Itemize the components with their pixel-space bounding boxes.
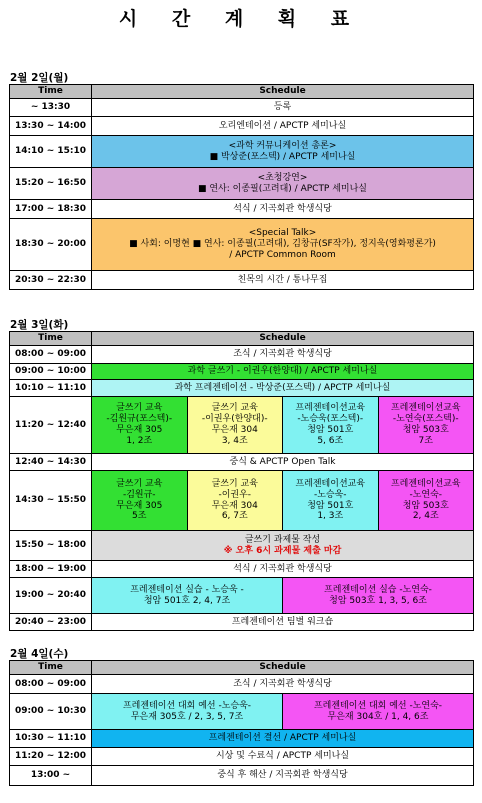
- session-groups: 5, 6조: [317, 435, 344, 446]
- table-row: [10, 578, 474, 614]
- time-cell: 11:20 ~ 12:00: [10, 748, 92, 766]
- time-cell: 09:00 ~ 10:30: [10, 694, 92, 730]
- table-header-row: [10, 661, 474, 675]
- session-detail: ■ 연사: 이종필(고려대) / APCTP 세미나실: [197, 183, 368, 194]
- session-groups: 1, 2조: [126, 435, 153, 446]
- time-cell: 10:30 ~ 11:10: [10, 730, 92, 748]
- time-cell: 14:30 ~ 15:50: [10, 471, 92, 531]
- schedule-cell: 과학 프레젠테이션 - 박상준(포스텍) / APCTP 세미나실: [92, 380, 474, 397]
- session-title: 글쓰기 교육: [211, 478, 258, 489]
- schedule-cell: 조식 / 지곡회관 학생식당: [92, 346, 474, 364]
- schedule-cell: [92, 168, 474, 200]
- schedule-cell: 오리엔테이션 / APCTP 세미나실: [92, 117, 474, 136]
- time-cell: 14:10 ~ 15:10: [10, 136, 92, 168]
- schedule-cell: 석식 / 지곡회관 학생식당: [92, 200, 474, 219]
- session-cell: [283, 578, 474, 614]
- session-room: 청암 503호: [402, 425, 449, 435]
- schedule-cell: 과학 글쓰기 - 이권우(한양대) / APCTP 세미나실: [92, 364, 474, 380]
- schedule-cell: 프레젠테이션 결선 / APCTP 세미나실: [92, 730, 474, 748]
- time-cell: 18:30 ~ 20:00: [10, 219, 92, 271]
- session-title: 프레젠테이션교육: [390, 403, 461, 414]
- time-cell: 19:00 ~ 20:40: [10, 578, 92, 614]
- page-title: 시 간 계 획 표: [118, 8, 364, 30]
- session-lecturer: -김원규-: [122, 489, 156, 500]
- session-location: / APCTP Common Room: [229, 249, 336, 260]
- table-row: [10, 531, 474, 561]
- session-title: 글쓰기 교육: [116, 478, 163, 489]
- schedule-table-feb-2: [9, 84, 474, 290]
- time-header: Time: [10, 85, 92, 99]
- session-title: 글쓰기 교육: [211, 403, 258, 414]
- session-room: 무은재 304호 / 1, 4, 6조: [327, 711, 429, 722]
- session-title: 글쓰기 교육: [116, 403, 163, 414]
- session-cell: [187, 397, 283, 454]
- schedule-cell: 석식 / 지곡회관 학생식당: [92, 561, 474, 578]
- session-room: 청암 503호 1, 3, 5, 6조: [329, 595, 427, 606]
- session-cell: [187, 471, 283, 531]
- schedule-cell: [92, 219, 474, 271]
- session-title: 프레젠테이션교육: [390, 478, 461, 489]
- table-row: [10, 561, 474, 578]
- table-row: [10, 766, 474, 786]
- table-row: [10, 168, 474, 200]
- session-title: 프레젠테이션 실습 -노연숙-: [324, 584, 432, 595]
- session-title: 프레젠테이션 실습 - 노승욱 -: [130, 584, 244, 595]
- session-lecturer: -노승욱-: [313, 489, 347, 500]
- session-groups: 2, 4조: [412, 511, 439, 522]
- session-title: 프레젠테이션교육: [295, 403, 366, 414]
- session-title: 글쓰기 과제물 작성: [244, 534, 321, 545]
- time-cell: 18:00 ~ 19:00: [10, 561, 92, 578]
- session-cell: [283, 397, 379, 454]
- session-groups: 1, 3조: [317, 511, 344, 522]
- session-room: 무은재 305: [116, 500, 163, 511]
- time-cell: 20:30 ~ 22:30: [10, 271, 92, 290]
- time-cell: 15:20 ~ 16:50: [10, 168, 92, 200]
- time-cell: 08:00 ~ 09:00: [10, 346, 92, 364]
- session-title: <과학 커뮤니케이션 총론>: [228, 140, 337, 151]
- session-cell: [378, 397, 474, 454]
- table-row: [10, 730, 474, 748]
- table-row: [10, 271, 474, 290]
- session-lecturer: -노연숙-: [409, 489, 443, 500]
- schedule-table-feb-3: [9, 331, 474, 631]
- table-row: [10, 397, 474, 454]
- schedule-header: Schedule: [92, 661, 474, 675]
- schedule-cell: 조식 / 지곡회관 학생식당: [92, 675, 474, 694]
- table-row: [10, 748, 474, 766]
- day-heading-feb-3: 2월 3일(화): [10, 319, 69, 331]
- time-cell: 11:20 ~ 12:40: [10, 397, 92, 454]
- session-title: 프레젠테이션 대회 예선 -노승욱-: [122, 700, 252, 711]
- session-cell: [92, 578, 283, 614]
- time-cell: 12:40 ~ 14:30: [10, 454, 92, 471]
- session-groups: 3, 4조: [221, 435, 248, 446]
- table-row: [10, 471, 474, 531]
- schedule-table-feb-4: [9, 660, 474, 786]
- session-lecturer: -김원규(포스텍)-: [106, 414, 173, 425]
- time-cell: 15:50 ~ 18:00: [10, 531, 92, 561]
- table-row: [10, 136, 474, 168]
- session-lecturer: -노연숙(포스텍)-: [392, 414, 459, 425]
- session-cell: [283, 694, 474, 730]
- table-row: [10, 364, 474, 380]
- table-row: [10, 614, 474, 631]
- table-row: [10, 454, 474, 471]
- schedule-cell: 등록: [92, 99, 474, 117]
- time-cell: 10:10 ~ 11:10: [10, 380, 92, 397]
- session-room: 무은재 305: [116, 425, 163, 435]
- session-cell: [283, 471, 379, 531]
- schedule-cell: [92, 136, 474, 168]
- session-title: 프레젠테이션 대회 예선 -노연숙-: [313, 700, 443, 711]
- time-header: Time: [10, 661, 92, 675]
- schedule-cell: 중식 후 해산 / 지곡회관 학생식당: [92, 766, 474, 786]
- session-room: 무은재 304: [211, 425, 258, 435]
- session-lecturer: -이권우-: [218, 489, 252, 500]
- day-heading-feb-4: 2월 4일(수): [10, 648, 69, 660]
- session-detail: ■ 사회: 이명현 ■ 연사: 이종필(고려대), 김창규(SF작가), 정지욱(영화평론가): [129, 239, 436, 250]
- session-room: 청암 501호: [307, 425, 354, 435]
- session-groups: 6, 7조: [221, 511, 248, 522]
- session-lecturer: -노승욱(포스텍)-: [297, 414, 364, 425]
- time-cell: 13:00 ~: [10, 766, 92, 786]
- table-row: [10, 694, 474, 730]
- table-row: [10, 200, 474, 219]
- session-room: 청암 503호: [402, 500, 449, 511]
- table-header-row: [10, 85, 474, 99]
- session-room: 청암 501호: [307, 500, 354, 511]
- time-cell: 17:00 ~ 18:30: [10, 200, 92, 219]
- session-lecturer: -이권우(한양대)-: [201, 414, 268, 425]
- session-cell: [92, 694, 283, 730]
- table-row: [10, 117, 474, 136]
- day-heading-feb-2: 2월 2일(월): [10, 72, 69, 84]
- session-detail: ■ 박상준(포스텍) / APCTP 세미나실: [209, 151, 356, 162]
- table-row: [10, 380, 474, 397]
- schedule-cell: 친목의 시간 / 통나무집: [92, 271, 474, 290]
- session-room: 무은재 304: [211, 500, 258, 511]
- session-groups: 7조: [418, 435, 433, 446]
- time-cell: 08:00 ~ 09:00: [10, 675, 92, 694]
- table-row: [10, 99, 474, 117]
- session-title: <초청강연>: [257, 172, 308, 183]
- schedule-header: Schedule: [92, 85, 474, 99]
- time-cell: 13:30 ~ 14:00: [10, 117, 92, 136]
- table-row: [10, 675, 474, 694]
- schedule-cell: 프레젠테이션 팀별 워크숍: [92, 614, 474, 631]
- deadline-notice: ※ 오후 6시 과제물 제출 마감: [223, 545, 342, 556]
- session-cell: [92, 471, 188, 531]
- session-groups: 5조: [132, 511, 147, 522]
- table-row: [10, 219, 474, 271]
- time-cell: 09:00 ~ 10:00: [10, 364, 92, 380]
- table-row: [10, 346, 474, 364]
- schedule-header: Schedule: [92, 332, 474, 346]
- session-room: 무은재 305호 / 2, 3, 5, 7조: [130, 711, 244, 722]
- session-cell: [378, 471, 474, 531]
- session-cell: [92, 397, 188, 454]
- schedule-cell: 시상 및 수료식 / APCTP 세미나실: [92, 748, 474, 766]
- table-header-row: [10, 332, 474, 346]
- time-cell: ~ 13:30: [10, 99, 92, 117]
- session-title: 프레젠테이션교육: [295, 478, 366, 489]
- session-title: <Special Talk>: [248, 228, 317, 239]
- schedule-cell: 중식 & APCTP Open Talk: [92, 454, 474, 471]
- schedule-cell: [92, 531, 474, 561]
- time-cell: 20:40 ~ 23:00: [10, 614, 92, 631]
- session-room: 청암 501호 2, 4, 7조: [143, 595, 231, 606]
- time-header: Time: [10, 332, 92, 346]
